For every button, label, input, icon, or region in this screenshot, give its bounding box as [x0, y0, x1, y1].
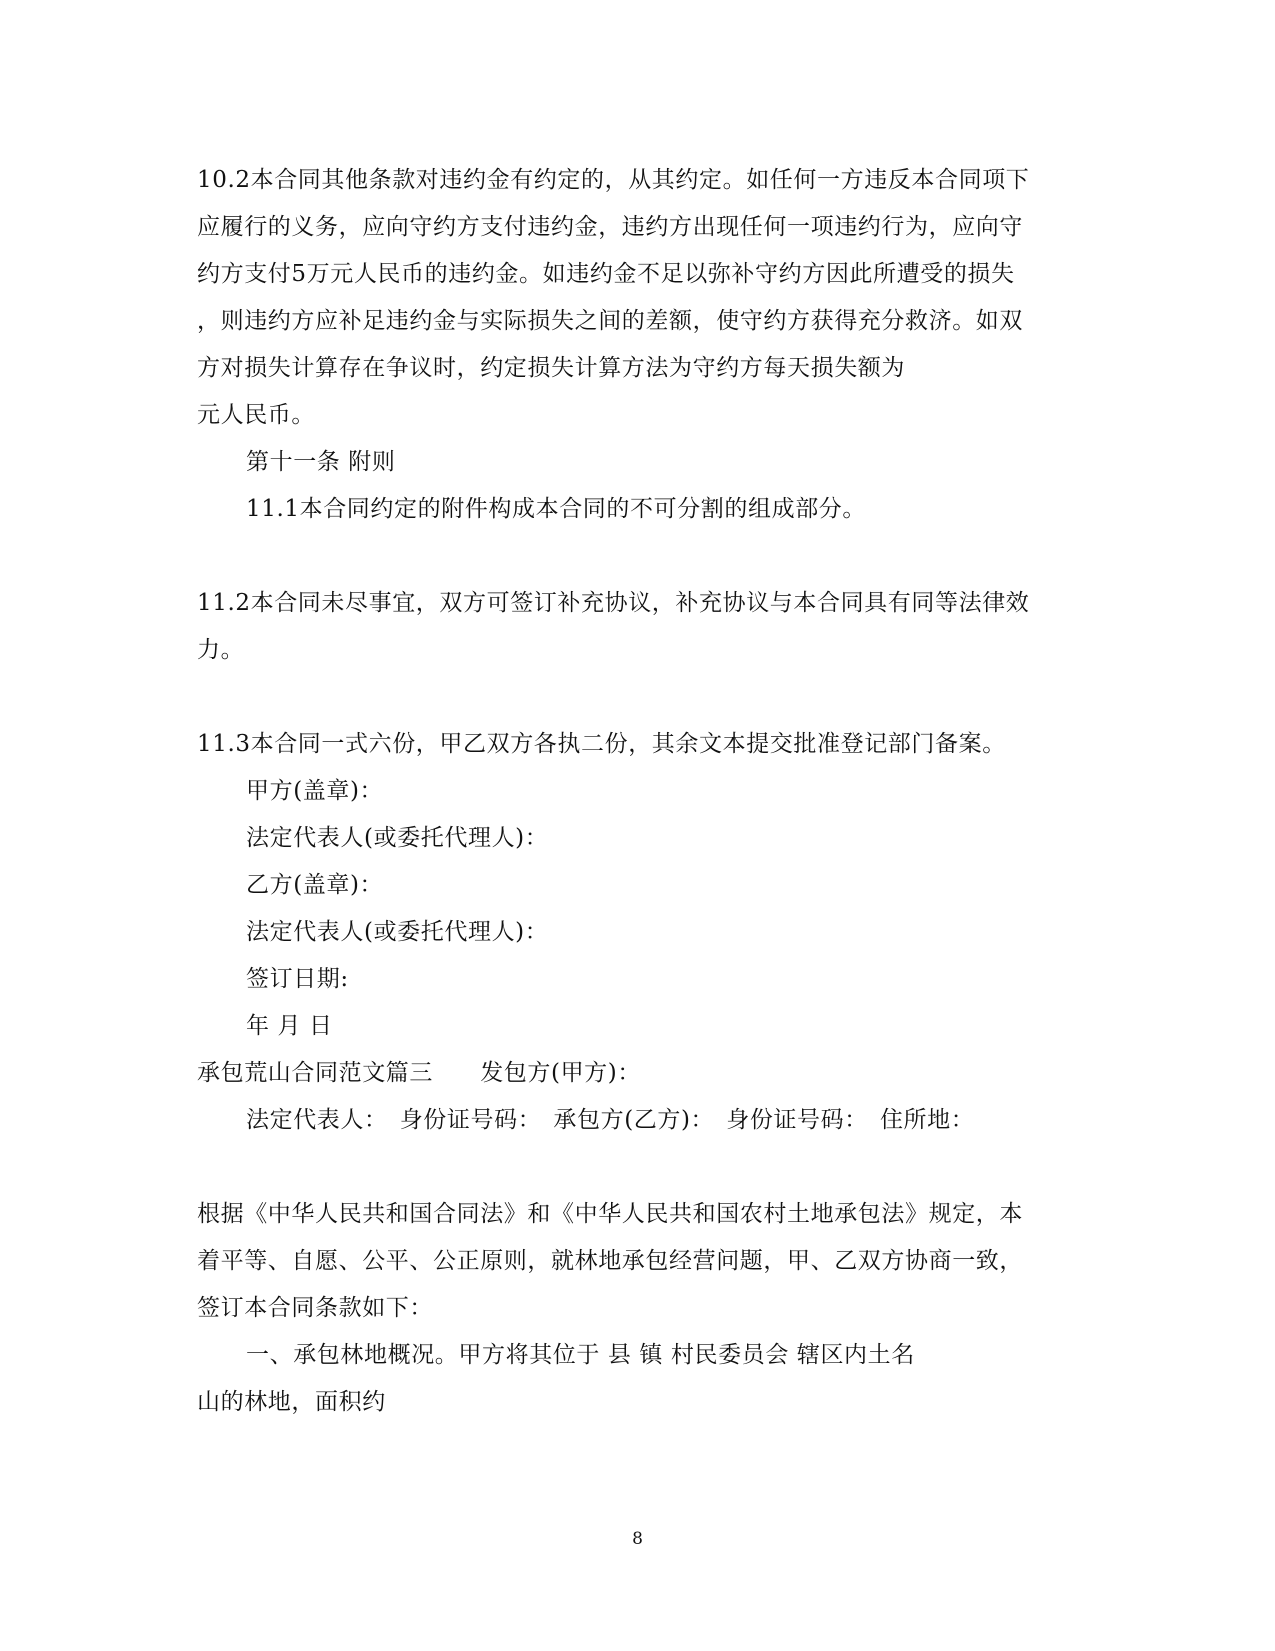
- paragraph-10-2-line-6: 元人民币。: [197, 402, 315, 428]
- clause-11-2-line-2: 力。: [197, 637, 245, 663]
- preamble-line-3: 签订本合同条款如下：: [197, 1295, 433, 1321]
- paragraph-10-2-line-5: 方对损失计算存在争议时，约定损失计算方法为守约方每天损失额为: [197, 355, 905, 381]
- section-three-title: 承包荒山合同范文篇三 发包方(甲方)：: [197, 1060, 641, 1086]
- party-b-seal-label: 乙方(盖章)：: [246, 872, 384, 898]
- party-a-seal-label: 甲方(盖章)：: [246, 778, 384, 804]
- party-a-representative-label: 法定代表人(或委托代理人)：: [246, 825, 549, 851]
- paragraph-10-2-line-1: 10.2本合同其他条款对违约金有约定的，从其约定。如任何一方违反本合同项下: [197, 167, 1030, 193]
- signing-date-label: 签订日期:: [246, 966, 349, 992]
- party-info-fields: 法定代表人： 身份证号码： 承包方(乙方)： 身份证号码： 住所地：: [246, 1107, 975, 1133]
- paragraph-10-2-line-3: 约方支付5万元人民币的违约金。如违约金不足以弥补守约方因此所遭受的损失: [197, 261, 1015, 287]
- party-b-representative-label: 法定代表人(或委托代理人)：: [246, 919, 549, 945]
- clause-11-1: 11.1本合同约定的附件构成本合同的不可分割的组成部分。: [246, 496, 867, 522]
- clause-11-3: 11.3本合同一式六份，甲乙双方各执二份，其余文本提交批准登记部门备案。: [197, 731, 1006, 757]
- date-fields: 年 月 日: [246, 1013, 333, 1039]
- page-number: 8: [632, 1529, 643, 1549]
- clause-11-2-line-1: 11.2本合同未尽事宜，双方可签订补充协议，补充协议与本合同具有同等法律效: [197, 590, 1030, 616]
- preamble-line-1: 根据《中华人民共和国合同法》和《中华人民共和国农村土地承包法》规定，本: [197, 1201, 1023, 1227]
- paragraph-10-2-line-4: ，则违约方应补足违约金与实际损失之间的差额，使守约方获得充分救济。如双: [197, 308, 1023, 334]
- forest-land-overview-line-2: 山的林地，面积约: [197, 1389, 386, 1415]
- article-11-heading: 第十一条 附则: [246, 449, 396, 475]
- forest-land-overview-line-1: 一、承包林地概况。甲方将其位于 县 镇 村民委员会 辖区内土名: [246, 1342, 915, 1368]
- paragraph-10-2-line-2: 应履行的义务，应向守约方支付违约金，违约方出现任何一项违约行为，应向守: [197, 214, 1023, 240]
- preamble-line-2: 着平等、自愿、公平、公正原则，就林地承包经营问题，甲、乙双方协商一致，: [197, 1248, 1023, 1274]
